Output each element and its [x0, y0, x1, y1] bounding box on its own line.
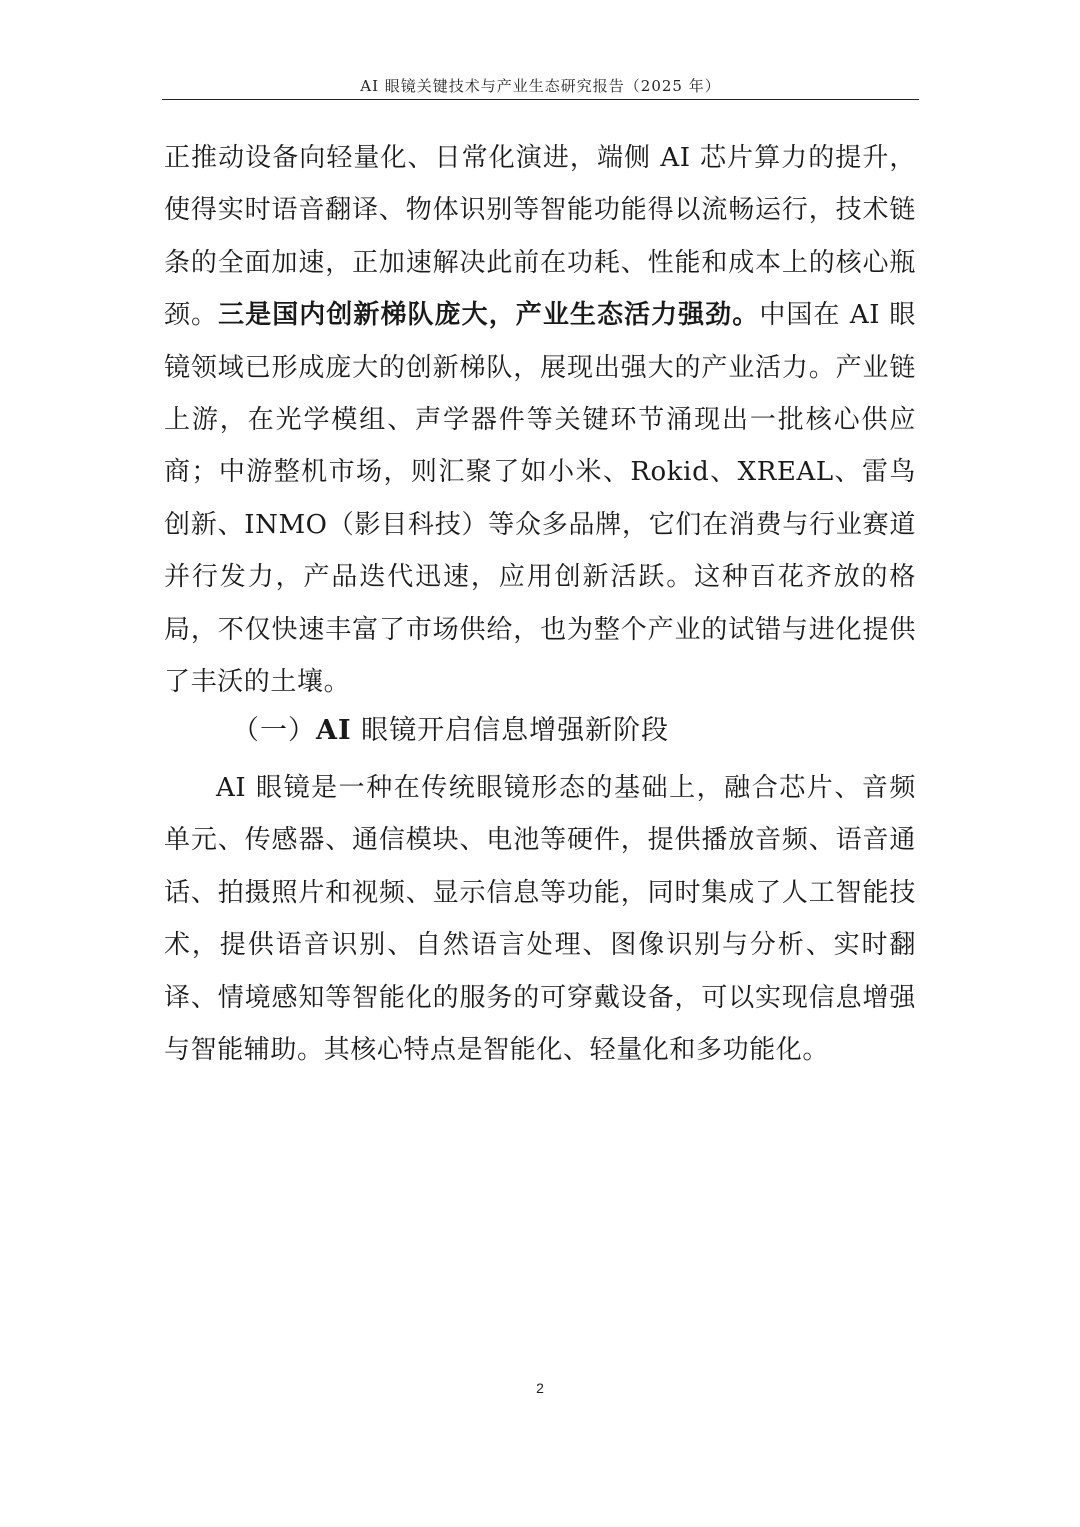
section-heading-rest: 眼镜开启信息增强新阶段 — [351, 715, 670, 746]
page-number: 2 — [536, 1380, 544, 1396]
section-heading-prefix: （一） — [232, 715, 316, 746]
paragraph-1-text-a: 正推动设备向轻量化、日常化演进，端侧 AI 芯片算力的提升，使得实时语音翻译、物体识别等智能功能得以流畅运行，技术链条的全面加速，正加速解决此前在功耗、性能和成本上的核心瓶颈。 — [164, 143, 916, 331]
section-heading — [232, 705, 669, 757]
paragraph-1-bold-point: 三是国内创新梯队庞大，产业生态活力强劲。 — [218, 300, 760, 331]
body-paragraph-1 — [164, 132, 916, 708]
body-paragraph-2: AI 眼镜是一种在传统眼镜形态的基础上，融合芯片、音频单元、传感器、通信模块、电池等硬件，提供播放音频、语音通话、拍摄照片和视频、显示信息等功能，同时集成了人工智能技术，提供语音识别、自然语言处理、图像识别与分析、实时翻译、情境感知等智能化的服务的可穿戴设备，可以实现信息增强与智能辅助。其核心特点是智能化、轻量化和多功能化。 — [164, 773, 916, 1066]
paragraph-1-text-b: 中国在 AI 眼镜领域已形成庞大的创新梯队，展现出强大的产业活力。产业链上游，在光学模组、声学器件等关键环节涌现出一批核心供应商；中游整机市场，则汇聚了如小米、Rokid、XREAL、雷鸟创新、INMO（影目科技）等众多品牌，它们在消费与行业赛道并行发力，产品迭代迅速，应用创新活跃。这种百花齐放的格局，不仅快速丰富了市场供给，也为整个产业的试错与进化提供了丰沃的土壤。 — [164, 300, 916, 698]
running-header: AI 眼镜关键技术与产业生态研究报告（2025 年） — [360, 77, 721, 95]
header-rule — [162, 99, 919, 100]
section-heading-ai: AI — [316, 715, 352, 746]
